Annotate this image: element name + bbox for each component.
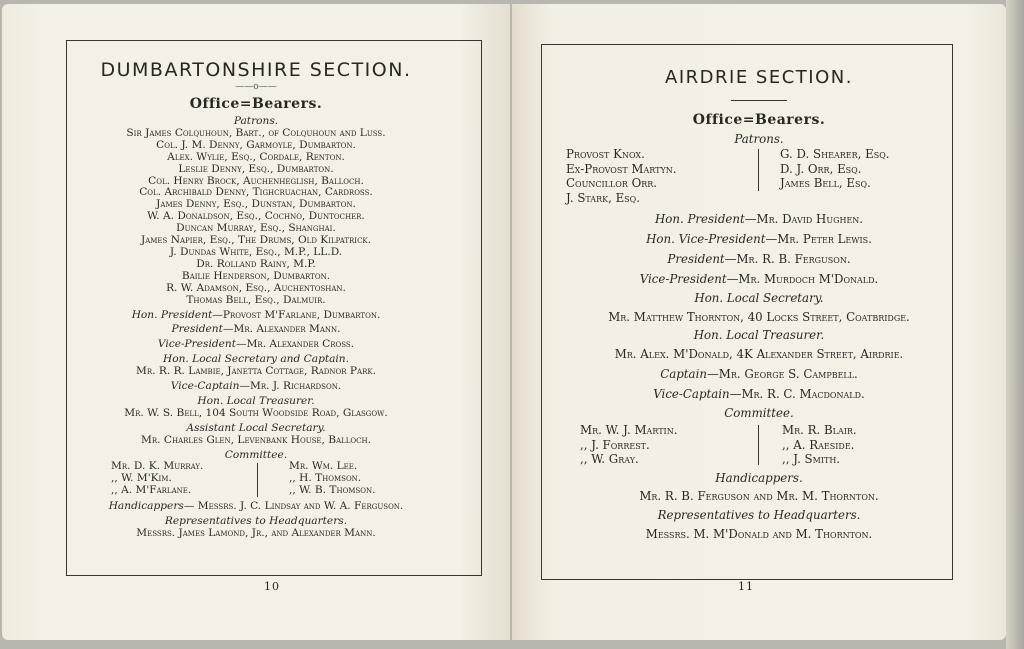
role-holder: —Provost M'Farlane, Dumbarton. [212, 308, 381, 321]
vice-captain-line [512, 384, 1006, 404]
patron-item: J. Stark, Esq. [566, 190, 640, 205]
committee-member: Mr. R. Blair. [782, 423, 857, 437]
airdrie-section [512, 66, 1006, 544]
committee-heading: Committee. [224, 448, 288, 461]
committee-columns [554, 423, 964, 469]
patron-item: Councillor Orr. [566, 176, 658, 190]
committee-member: Mr. D. K. Murray. [111, 460, 204, 473]
role-label: Vice-President [639, 272, 727, 286]
treasurer-heading: Hon. Local Treasurer. [197, 394, 315, 407]
committee-member: ,, W. B. Thomson. [289, 484, 376, 497]
committee-left-column [580, 423, 677, 467]
role-label: President [171, 323, 223, 336]
section-title: AIRDRIE SECTION. [665, 67, 853, 88]
role-holder: —Mr. R. B. Ferguson. [724, 252, 851, 266]
committee-member: Mr. W. J. Martin. [580, 423, 678, 437]
role-holder: —Mr. George S. Campbell. [706, 367, 858, 381]
treasurer-value: Mr. Alex. M'Donald, 4K Alexander Street, Airdrie. [614, 347, 904, 361]
representatives-heading: Representatives to Headquarters. [164, 515, 348, 528]
role-holder: —Mr. David Hughen. [744, 212, 864, 226]
ornament-divider: ——o—— [235, 82, 277, 92]
role-label: Vice-Captain [653, 387, 730, 401]
role-label: Hon. Vice-President [646, 232, 766, 246]
patrons-columns [554, 147, 964, 205]
vice-president-line [512, 269, 1006, 289]
hon-vice-president-line [512, 229, 1006, 249]
vice-captain-line [2, 381, 510, 393]
dumbartonshire-section [2, 58, 510, 540]
patron-item: Col. Henry Brock, Auchenheglish, Balloch. [148, 174, 364, 187]
patron-item: Col. Archibald Denny, Tighcruachan, Cardross. [139, 186, 373, 199]
patron-item: Sir James Colquhoun, Bart., of Colquhoun and Luss. [126, 126, 386, 139]
office-bearers-heading: Office=Bearers. [692, 112, 826, 128]
hon-president-line [2, 310, 510, 322]
committee-member: ,, J. Smith. [782, 452, 841, 466]
patron-item: Dr. Rolland Rainy, M.P. [196, 257, 316, 270]
asst-secretary-heading: Assistant Local Secretary. [186, 421, 326, 434]
president-line [2, 324, 510, 336]
patron-item: J. Dundas White, Esq., M.P., LL.D. [169, 245, 343, 258]
patron-item: Provost Knox. [566, 147, 645, 161]
page-number: 11 [738, 580, 754, 593]
committee-member: Mr. Wm. Lee. [289, 460, 358, 473]
column-divider [257, 463, 258, 497]
handicappers-value: Mr. R. B. Ferguson and Mr. M. Thornton. [639, 489, 879, 503]
role-label: Hon. President [654, 212, 745, 226]
patron-item: James Napier, Esq., The Drums, Old Kilpatrick. [140, 234, 372, 247]
patrons-right-column [780, 147, 890, 191]
patron-item: R. W. Adamson, Esq., Auchentoshan. [166, 281, 346, 294]
committee-right-column [782, 423, 857, 467]
patron-item: James Bell, Esq. [780, 176, 871, 190]
president-line [512, 249, 1006, 269]
column-divider [758, 425, 759, 465]
committee-member: ,, A. Raeside. [782, 437, 855, 452]
committee-member: ,, W. Gray. [580, 452, 639, 466]
role-holder: —Mr. Alexander Cross. [235, 338, 355, 351]
role-holder: —Mr. J. Richardson. [239, 380, 342, 393]
vice-president-line [2, 339, 510, 351]
committee-member: ,, H. Thomson. [289, 472, 362, 485]
secretary-heading: Hon. Local Secretary and Captain. [162, 353, 350, 366]
role-holder: —Mr. R. C. Macdonald. [729, 387, 865, 401]
hon-president-line [512, 209, 1006, 229]
patron-item: Bailie Henderson, Dumbarton. [181, 269, 331, 282]
patron-item: Leslie Denny, Esq., Dumbarton. [178, 162, 334, 175]
role-label: Captain [660, 367, 707, 381]
patron-item: James Denny, Esq., Dunstan, Dumbarton. [156, 198, 356, 211]
committee-heading: Committee. [724, 406, 794, 420]
treasurer-value: Mr. W. S. Bell, 104 South Woodside Road, Glasgow. [124, 406, 388, 419]
title-rule [731, 100, 787, 101]
committee-columns [91, 461, 421, 499]
office-bearers-heading: Office=Bearers. [189, 96, 323, 112]
patron-item: Thomas Bell, Esq., Dalmuir. [186, 293, 326, 306]
committee-member: ,, W. M'Kim. [111, 472, 172, 485]
role-label: Handicappers [108, 500, 184, 513]
handicappers-heading: Handicappers. [715, 471, 803, 485]
treasurer-heading: Hon. Local Treasurer. [693, 328, 825, 342]
patron-item: W. A. Donaldson, Esq., Cochno, Duntocher. [147, 210, 365, 223]
committee-member: ,, A. M'Farlane. [111, 484, 192, 497]
book-edge [1006, 0, 1024, 649]
handicappers-line [2, 501, 510, 513]
secretary-value: Mr. R. R. Lambie, Janetta Cottage, Radnor Park. [136, 365, 376, 378]
patrons-list [2, 128, 510, 307]
patrons-left-column [566, 147, 677, 205]
page-number: 10 [264, 580, 280, 593]
patron-item: Col. J. M. Denny, Garmoyle, Dumbarton. [156, 138, 356, 151]
committee-left-column [111, 461, 203, 497]
role-holder: —Mr. Peter Lewis. [765, 232, 872, 246]
section-title: DUMBARTONSHIRE SECTION. [100, 59, 412, 81]
role-holder: —Mr. Alexander Mann. [222, 323, 341, 336]
captain-line [512, 364, 1006, 384]
role-holder: — Messrs. J. C. Lindsay and W. A. Ferguson. [183, 500, 404, 513]
role-label: President [667, 252, 725, 266]
patron-item: Alex. Wylie, Esq., Cordale, Renton. [167, 150, 345, 163]
patron-item: G. D. Shearer, Esq. [780, 147, 890, 161]
role-label: Vice-Captain [170, 380, 240, 393]
asst-secretary-value: Mr. Charles Glen, Levenbank House, Balloch. [141, 433, 371, 446]
patrons-heading: Patrons. [734, 132, 784, 146]
left-page [2, 4, 510, 640]
committee-member: ,, J. Forrest. [580, 437, 650, 452]
secretary-value: Mr. Matthew Thornton, 40 Locks Street, Coatbridge. [608, 310, 910, 324]
right-page [512, 4, 1006, 640]
role-label: Vice-President [157, 338, 236, 351]
patron-item: D. J. Orr, Esq. [780, 161, 862, 176]
role-label: Hon. President [131, 308, 213, 321]
role-holder: —Mr. Murdoch M'Donald. [726, 272, 879, 286]
representatives-heading: Representatives to Headquarters. [657, 508, 861, 522]
patron-item: Ex-Provost Martyn. [566, 161, 677, 176]
column-divider [758, 149, 759, 191]
representatives-value: Messrs. M. M'Donald and M. Thornton. [645, 527, 873, 541]
patrons-heading: Patrons. [233, 115, 279, 127]
committee-right-column [289, 461, 376, 497]
secretary-heading: Hon. Local Secretary. [694, 291, 824, 305]
representatives-value: Messrs. James Lamond, Jr., and Alexander Mann. [136, 527, 376, 540]
patron-item: Duncan Murray, Esq., Shanghai. [176, 222, 336, 235]
